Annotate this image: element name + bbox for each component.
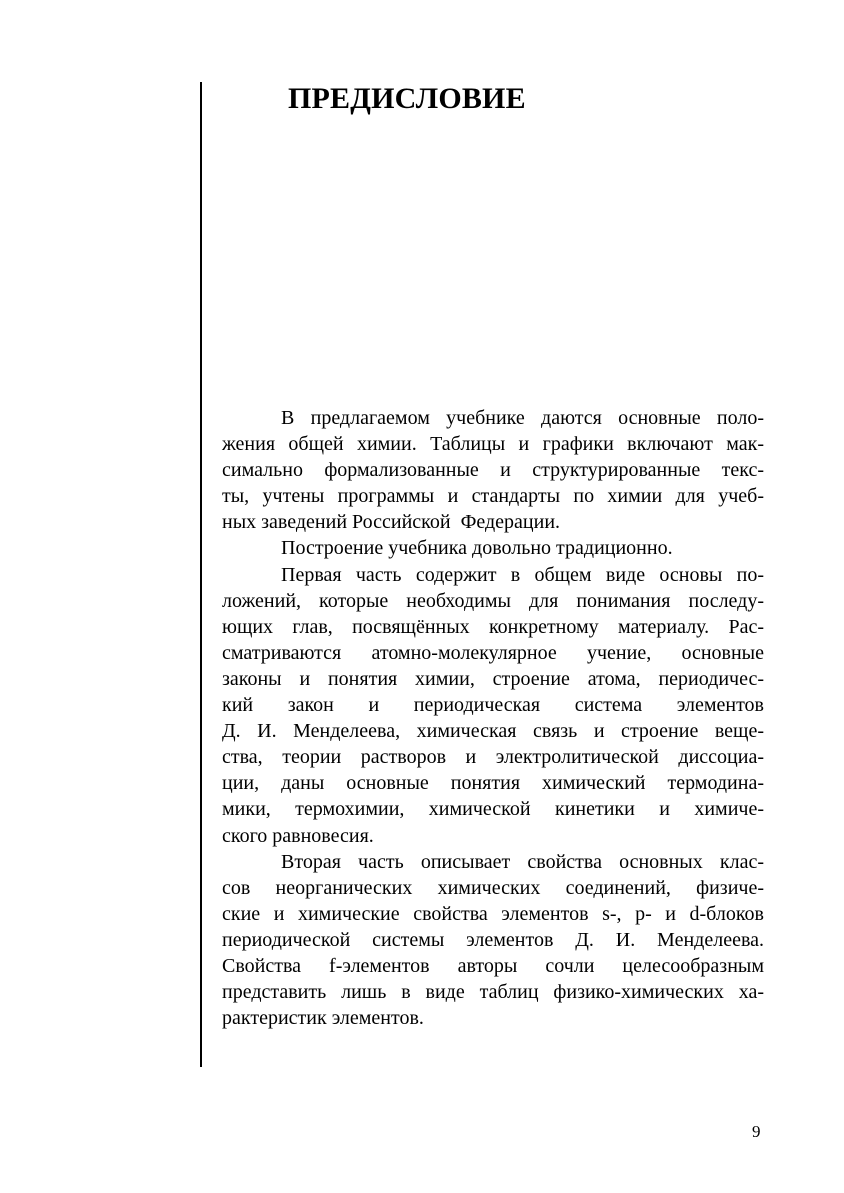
paragraph-3 bbox=[222, 562, 764, 849]
left-margin-rule bbox=[200, 82, 202, 1067]
text-line: рактеристик элементов. bbox=[222, 1007, 424, 1030]
text-line: законы и понятия химии, строение атома, периодичес- bbox=[222, 667, 764, 690]
text-line: ции, даны основные понятия химический термодина- bbox=[222, 772, 764, 795]
text-line: сов неорганических химических соединений, физиче- bbox=[222, 876, 764, 899]
text-line: ющих глав, посвящённых конкретному материалу. Рас- bbox=[222, 615, 764, 638]
text-line: ского равновесия. bbox=[222, 824, 374, 847]
page-title: ПРЕДИСЛОВИЕ bbox=[288, 82, 526, 115]
text-line: ты, учтены программы и стандарты по химии для учеб- bbox=[222, 485, 764, 508]
text-line: кий закон и периодическая система элементов bbox=[222, 694, 764, 717]
text-line: периодической системы элементов Д. И. Менделеева. bbox=[222, 928, 764, 951]
text-line: симально формализованные и структурированные текс- bbox=[222, 459, 764, 482]
text-line: Вторая часть описывает свойства основных клас- bbox=[281, 850, 764, 873]
text-line: В предлагаемом учебнике даются основные поло- bbox=[281, 407, 764, 429]
text-line: Построение учебника довольно традиционно. bbox=[281, 537, 673, 560]
text-line: жения общей химии. Таблицы и графики включают мак- bbox=[222, 433, 764, 456]
preface-body bbox=[222, 405, 764, 1031]
text-line: сматриваются атомно-молекулярное учение, основные bbox=[222, 641, 764, 664]
text-line: представить лишь в виде таблиц физико-химических ха- bbox=[222, 981, 764, 1004]
text-line: ных заведений Российской Федерации. bbox=[222, 511, 561, 534]
paragraph-4 bbox=[222, 849, 764, 1032]
text-line: ские и химические свойства элементов s-, p- и d-блоков bbox=[222, 902, 764, 925]
text-line: Свойства f-элементов авторы сочли целесообразным bbox=[222, 954, 764, 977]
text-line: Первая часть содержит в общем виде основы по- bbox=[281, 563, 764, 586]
text-line: ства, теории растворов и электролитической диссоциа- bbox=[222, 746, 764, 769]
paragraph-1 bbox=[222, 405, 764, 535]
page-number: 9 bbox=[752, 1122, 761, 1141]
text-line: мики, термохимии, химической кинетики и химиче- bbox=[222, 798, 764, 821]
text-line: ложений, которые необходимы для понимания последу- bbox=[222, 589, 764, 612]
paragraph-2 bbox=[222, 535, 764, 561]
text-line: Д. И. Менделеева, химическая связь и строение веще- bbox=[222, 720, 764, 743]
